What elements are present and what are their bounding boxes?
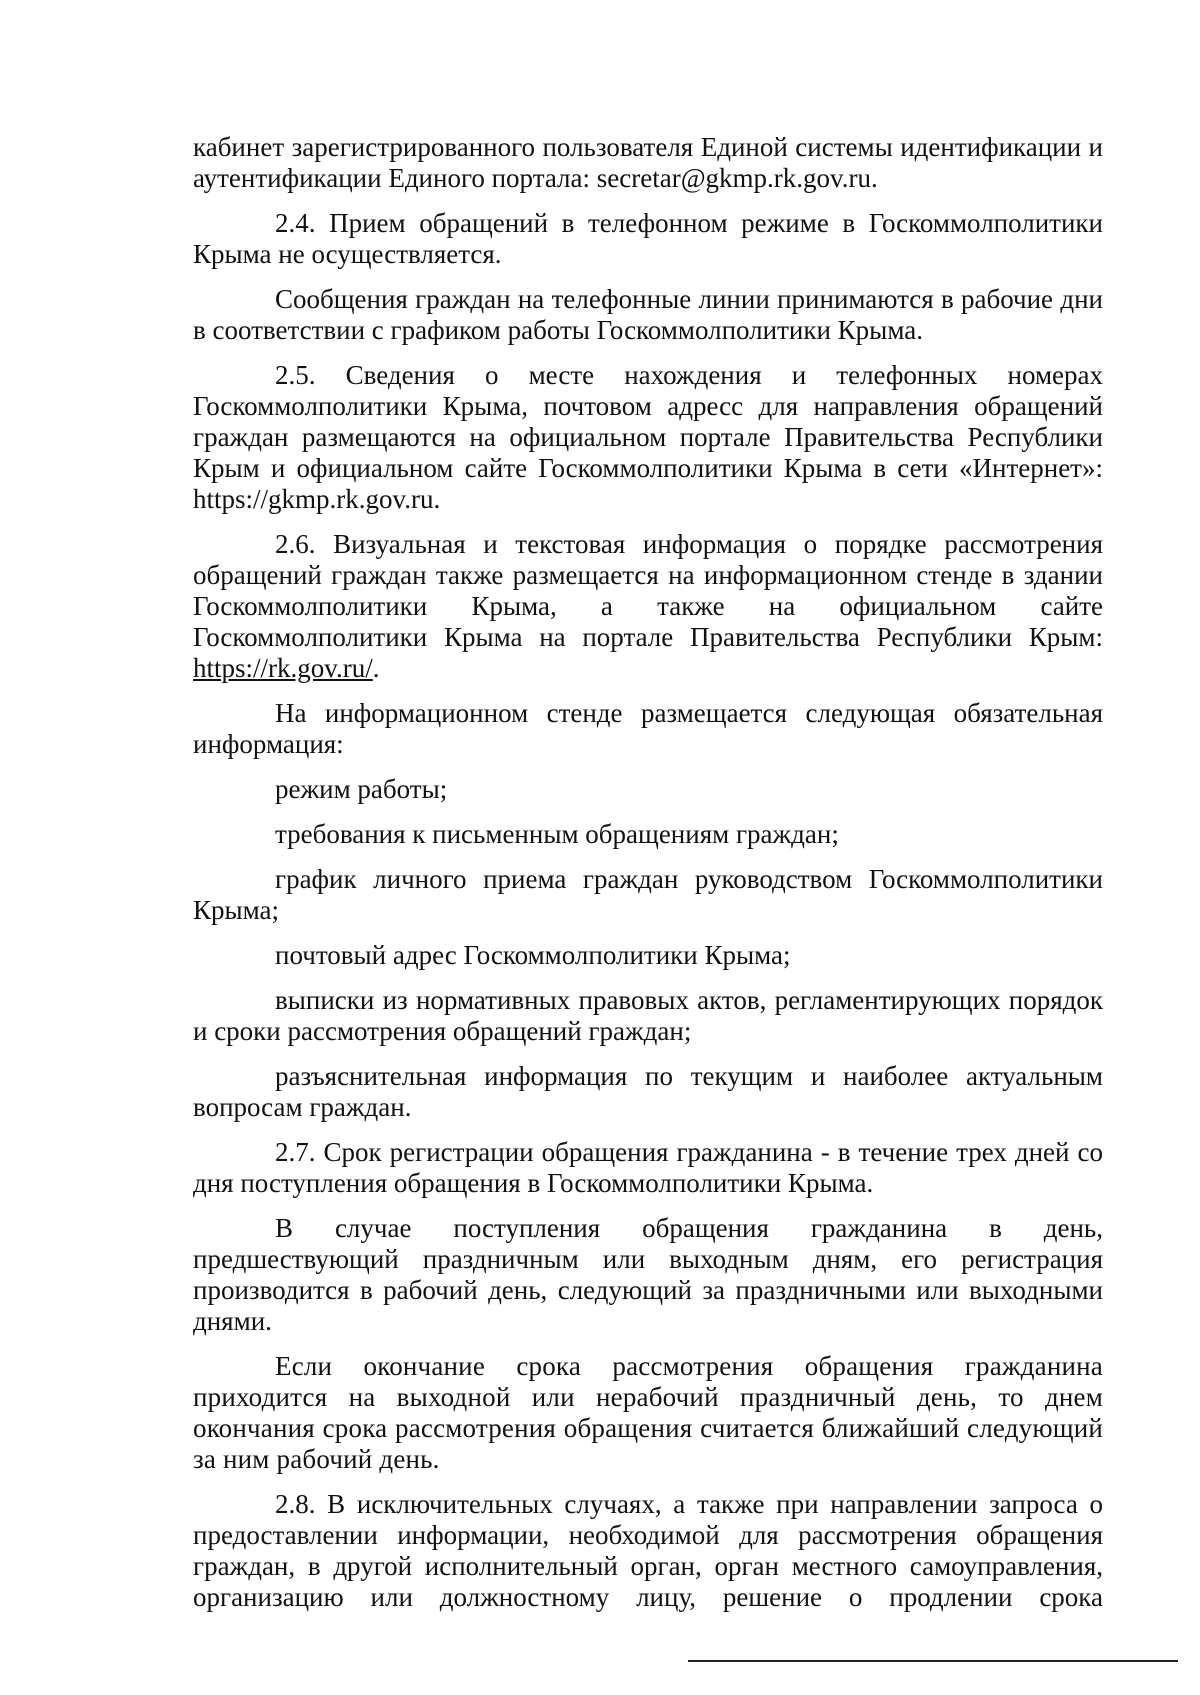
footer-rule <box>688 1660 1178 1662</box>
paragraph-intro: кабинет зарегистрированного пользователя Единой системы идентификации и аутентификации Единого портала: secretar@gkmp.rk.gov.ru. <box>193 132 1103 193</box>
list-item-requirements: требования к письменным обращениям граждан; <box>275 819 839 849</box>
list-item-explanatory-info: разъяснительная информация по текущим и наиболее актуальным вопросам граждан. <box>193 1061 1103 1122</box>
paragraph-2-5: 2.5. Сведения о месте нахождения и телефонных номерах Госкоммолполитики Крыма, почтовом адресс для направления обращений граждан размещаются на официальном портале Правительства Республики Крым и официальном сайте Госкоммолполитики Крыма в сети «Интернет»: https://gkmp.rk.gov.ru. <box>193 360 1103 514</box>
paragraph-2-6-stand-info: На информационном стенде размещается следующая обязательная информация: <box>193 698 1103 759</box>
list-item-postal-address: почтовый адрес Госкоммолполитики Крыма; <box>275 940 791 970</box>
paragraph-2-6-text: 2.6. Визуальная и текстовая информация о порядке рассмотрения обращений граждан также размещается на информационном стенде в здании Госкоммолполитики Крыма, а также на официальном сайте Госкоммолполитики Крыма на портале Правительства Республики Крым: <box>193 529 1103 652</box>
paragraph-2-8: 2.8. В исключительных случаях, а также при направлении запроса о предоставлении информации, необходимой для рассмотрения обращения граждан, в другой исполнительный орган, орган местного самоуправления, организацию или должностному лицу, решение о продлении срока <box>193 1489 1103 1612</box>
paragraph-2-4-phone-lines: Сообщения граждан на телефонные линии принимаются в рабочие дни в соответствии с графиком работы Госкоммолполитики Крыма. <box>193 284 1103 345</box>
paragraph-2-6 <box>193 529 1103 684</box>
paragraph-2-4: 2.4. Прием обращений в телефонном режиме в Госкоммолполитики Крыма не осуществляется. <box>193 208 1103 269</box>
rk-gov-link[interactable]: https://rk.gov.ru/ <box>193 653 373 683</box>
document-body <box>193 132 1103 1627</box>
list-item-legal-extracts: выписки из нормативных правовых актов, регламентирующих порядок и сроки рассмотрения обращений граждан; <box>193 985 1103 1046</box>
paragraph-2-7: 2.7. Срок регистрации обращения гражданина - в течение трех дней со дня поступления обращения в Госкоммолполитики Крыма. <box>193 1137 1103 1198</box>
paragraph-2-6-end: . <box>372 653 380 683</box>
list-item-work-mode: режим работы; <box>275 774 448 804</box>
list-item-reception-schedule: график личного приема граждан руководством Госкоммолполитики Крыма; <box>193 864 1103 925</box>
paragraph-2-7-deadline: Если окончание срока рассмотрения обращения гражданина приходится на выходной или нерабочий праздничный день, то днем окончания срока рассмотрения обращения считается ближайший следующий за ним рабочий день. <box>193 1351 1103 1474</box>
paragraph-2-7-holiday: В случае поступления обращения гражданина в день, предшествующий праздничным или выходным дням, его регистрация производится в рабочий день, следующий за праздничными или выходными днями. <box>193 1213 1103 1336</box>
